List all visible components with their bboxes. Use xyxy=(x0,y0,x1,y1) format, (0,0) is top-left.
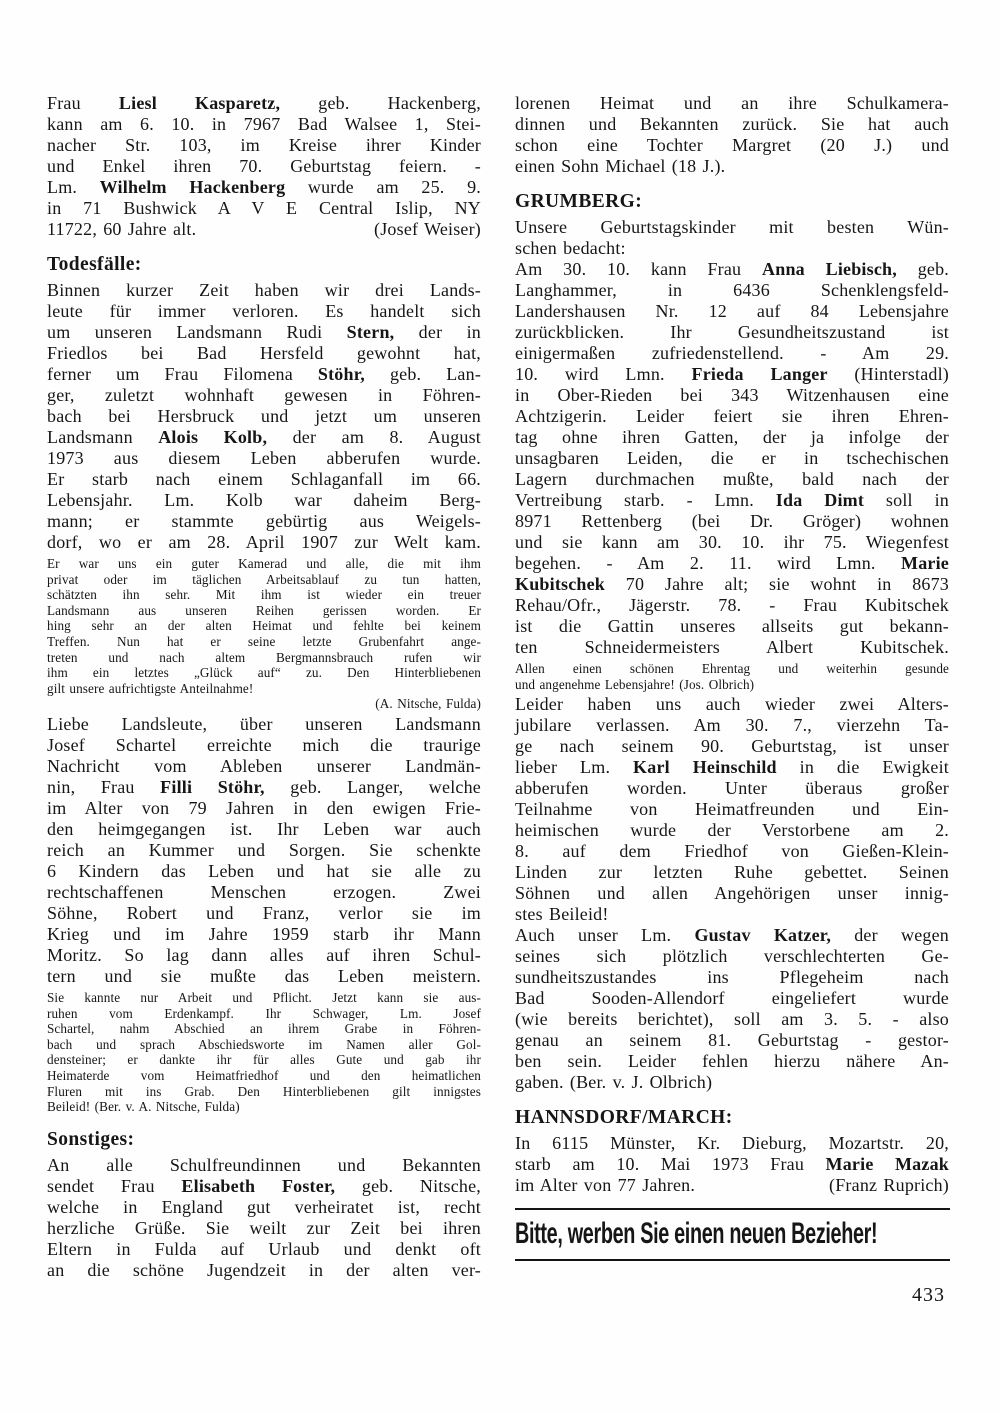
text-line xyxy=(47,364,481,385)
text-run: einigermaßen zufriedenstellend. - Am 29. xyxy=(515,343,949,363)
text-line xyxy=(515,1009,949,1030)
text-run: wurde am 25. 9. xyxy=(285,177,481,197)
text-run: kann am 6. 10. in 7967 Bad Walsee 1, Stei- xyxy=(47,114,481,134)
text-line xyxy=(47,990,481,1006)
text-run: heimischen wurde der Verstorbene am 2. xyxy=(515,820,949,841)
text-line xyxy=(515,301,949,322)
text-run: (Franz Ruprich) xyxy=(829,1175,949,1196)
text-line xyxy=(47,280,481,301)
text-run: Binnen kurzer Zeit haben wir drei Lands- xyxy=(47,280,481,300)
text-run: in Ober-Rieden bei 343 Witzenhausen eine xyxy=(515,385,949,405)
text-run: der am 8. August xyxy=(267,427,481,447)
text-run: gilt unsere aufrichtigste Anteilnahme! xyxy=(47,680,254,696)
text-line xyxy=(515,946,949,967)
text-run: geb. Langer, welche xyxy=(264,776,481,797)
text-run: Lm. xyxy=(47,177,100,197)
text-run: Sie kannte nur Arbeit und Pflicht. Jetzt kann sie aus- xyxy=(47,989,481,1005)
text-run: ger, zuletzt wohnhaft gewesen in Föhren- xyxy=(47,385,481,405)
text-run: bach bei Hersbruck und jetzt um unseren xyxy=(47,406,481,426)
paragraph xyxy=(515,93,949,177)
paragraph xyxy=(47,93,481,240)
text-run: An alle Schulfreundinnen und Bekannten xyxy=(47,1154,481,1175)
text-run: im Alter von 77 Jahren. xyxy=(515,1175,696,1196)
text-line xyxy=(47,1052,481,1068)
text-run: densteiner; er dankte ihr für alles Gute und gab ihr xyxy=(47,1052,481,1068)
split-left xyxy=(47,219,196,240)
text-run: Liebe Landsleute, über unseren Landsmann xyxy=(47,713,481,734)
text-run: nin, Frau xyxy=(47,776,161,797)
text-line xyxy=(515,1030,949,1051)
text-run: Heimaterde vom Heimatfriedhof und den heimatlichen xyxy=(47,1067,481,1083)
paragraph xyxy=(515,217,949,259)
text-line xyxy=(515,574,949,595)
text-run: im Alter von 79 Jahren in den ewigen Frie- xyxy=(47,797,481,818)
text-run: einen Sohn Michael (18 J.). xyxy=(515,156,726,176)
text-line xyxy=(515,677,949,693)
text-run: ist die Gattin unseres allseits gut bekann- xyxy=(515,616,949,636)
text-line xyxy=(515,406,949,427)
text-line xyxy=(515,799,949,820)
paragraph xyxy=(515,694,949,925)
text-line xyxy=(515,511,949,532)
text-run: Er starb nach einem Schlaganfall im 66. xyxy=(47,469,481,489)
text-run: Landsmann aus unseren Reihen gerissen worden. Er xyxy=(47,602,481,618)
bold-name: Elisabeth Foster, xyxy=(181,1175,336,1196)
text-run: und sie kann am 30. 10. ihr 75. Wiegenfest xyxy=(515,532,949,552)
text-run: zurückblicken. Ihr Gesundheitszustand ist xyxy=(515,322,949,342)
text-line xyxy=(515,93,949,114)
text-line xyxy=(47,490,481,511)
text-run: In 6115 Münster, Kr. Dieburg, Mozartstr. 20, xyxy=(515,1133,949,1154)
text-line xyxy=(515,1175,949,1196)
text-line xyxy=(515,841,949,862)
text-line xyxy=(515,553,949,574)
text-line xyxy=(515,595,949,616)
right-column xyxy=(515,93,949,1196)
text-run: (wie bereits berichtet), soll am 3. 5. - also xyxy=(515,1009,949,1030)
text-line xyxy=(47,198,481,219)
text-line xyxy=(515,427,949,448)
bold-name: Gustav Katzer, xyxy=(694,925,832,946)
text-line xyxy=(47,603,481,619)
text-run: Vertreibung starb. - Lmn. xyxy=(515,490,776,510)
text-line xyxy=(47,735,481,756)
paragraph xyxy=(515,925,949,1093)
text-line xyxy=(515,1051,949,1072)
text-line xyxy=(515,490,949,511)
text-run: tern und sie mußte das Leben meistern. xyxy=(47,965,481,986)
bold-name: Stern, xyxy=(346,322,395,342)
text-line xyxy=(515,343,949,364)
text-run: Landsmann xyxy=(47,427,159,447)
text-run: Er war uns ein guter Kamerad und alle, die mit ihm xyxy=(47,556,481,571)
text-run: Fluren mit ins Grab. Den Hinterbliebenen gilt innigstes xyxy=(47,1083,481,1099)
text-line xyxy=(515,661,949,677)
text-run: Frau xyxy=(47,93,119,113)
text-run: geb. Lan- xyxy=(364,364,482,384)
text-run: 1973 aus diesem Leben abberufen wurde. xyxy=(47,448,481,468)
text-line xyxy=(47,696,481,712)
text-run: geb. Hackenberg, xyxy=(280,93,481,113)
text-run: seines sich plötzlich verschlechterten Ge- xyxy=(515,946,949,967)
text-run: schon eine Tochter Margret (20 J.) und xyxy=(515,135,949,155)
text-line xyxy=(47,1155,481,1176)
text-run: ge nach seinem 90. Geburtstag, ist unser xyxy=(515,736,949,757)
text-run: unsagbaren Leiden, die er in tschechischen xyxy=(515,448,949,468)
text-run: Lagern durchmachen mußte, bald nach der xyxy=(515,469,949,489)
text-run: um unseren Landsmann Rudi xyxy=(47,322,347,342)
text-line xyxy=(515,637,949,658)
text-run: geb. Nitsche, xyxy=(335,1175,481,1196)
text-run: herzliche Grüße. Sie weilt zur Zeit bei ihren xyxy=(47,1217,481,1238)
text-line xyxy=(515,967,949,988)
text-line xyxy=(47,1218,481,1239)
text-line xyxy=(47,1176,481,1197)
text-line xyxy=(47,819,481,840)
text-run: begehen. - Am 2. 11. wird Lmn. xyxy=(515,553,902,573)
text-line xyxy=(47,114,481,135)
text-line xyxy=(515,925,949,946)
text-run: schätzten ihn sehr. Mit ihm ist wieder ein treuer xyxy=(47,587,481,603)
text-run: schen bedacht: xyxy=(515,238,626,258)
text-line xyxy=(47,756,481,777)
text-line xyxy=(515,448,949,469)
text-run: Söhne, Robert und Franz, verlor sie im xyxy=(47,902,481,923)
text-line xyxy=(47,469,481,490)
text-line xyxy=(515,1133,949,1154)
text-run: dorf, wo er am 28. April 1907 zur Welt kam. xyxy=(47,532,481,552)
text-run: Unsere Geburtstagskinder mit besten Wün- xyxy=(515,217,949,237)
banner-text: Bitte, werben Sie einen neuen Bezieher! xyxy=(515,1217,878,1250)
bold-name: Alois Kolb, xyxy=(158,427,268,447)
bold-name: Liesl Kasparetz, xyxy=(118,93,281,113)
text-run: reich an Kummer und Sorgen. Sie schenkte xyxy=(47,839,481,860)
text-line xyxy=(47,1197,481,1218)
text-line xyxy=(515,1154,949,1175)
text-run: geb. xyxy=(896,259,949,279)
text-line xyxy=(47,634,481,650)
text-line xyxy=(47,665,481,681)
text-line xyxy=(47,777,481,798)
text-line xyxy=(47,1260,481,1281)
text-run: bach und sprach Abschiedsworte im Namen aller Gol- xyxy=(47,1036,481,1052)
text-run: Teilnahme von Heimatfreunden und Ein- xyxy=(515,799,949,820)
text-line xyxy=(515,778,949,799)
text-line xyxy=(515,532,949,553)
text-run: lorenen Heimat und an ihre Schulkamera- xyxy=(515,93,949,113)
text-run: nacher Str. 103, im Kreise ihrer Kinder xyxy=(47,135,481,155)
text-line xyxy=(515,820,949,841)
text-run: 10. wird Lmn. xyxy=(515,364,692,384)
text-line xyxy=(515,736,949,757)
text-run: 8. auf dem Friedhof von Gießen-Klein- xyxy=(515,841,949,862)
text-run: ten Schneidermeisters Albert Kubitschek. xyxy=(515,637,949,657)
text-run: dinnen und Bekannten zurück. Sie hat auch xyxy=(515,114,949,134)
text-run: in 71 Bushwick A V E Central Islip, NY xyxy=(47,198,481,218)
text-line xyxy=(47,882,481,903)
banner-text-wrap xyxy=(515,1210,950,1259)
text-line xyxy=(515,1072,949,1093)
text-line xyxy=(515,385,949,406)
text-run: jubilare verlassen. Am 30. 7., vierzehn Ta- xyxy=(515,715,949,736)
text-line xyxy=(47,1239,481,1260)
text-line xyxy=(47,1068,481,1084)
text-run: 70 Jahre alt; sie wohnt in 8673 xyxy=(605,574,949,594)
text-run: Friedlos bei Bad Hersfeld gewohnt hat, xyxy=(47,343,481,363)
text-run: genau an seinem 81. Geburtstag - gestor- xyxy=(515,1030,949,1051)
text-run: ben sein. Leider fehlen hierzu nähere An- xyxy=(515,1051,949,1072)
text-run: (A. Nitsche, Fulda) xyxy=(375,696,481,712)
text-line xyxy=(47,1037,481,1053)
banner-rule-bottom xyxy=(515,1259,950,1261)
text-run: Krieg und im Jahre 1959 starb ihr Mann xyxy=(47,923,481,944)
text-run: Treffen. Nun hat er seine letzte Grubenfahrt ange- xyxy=(47,633,481,649)
text-line xyxy=(47,924,481,945)
text-line xyxy=(515,694,949,715)
text-line xyxy=(47,1099,481,1115)
text-run: und angenehme Lebensjahre! (Jos. Olbrich) xyxy=(515,676,755,692)
text-run: Achtzigerin. Leider feiert sie ihren Ehren- xyxy=(515,406,949,426)
text-run: mann; er stammte gebürtig aus Weigels- xyxy=(47,511,481,531)
small-print-paragraph xyxy=(515,661,949,692)
text-line xyxy=(47,681,481,697)
text-line xyxy=(515,904,949,925)
text-line xyxy=(47,177,481,198)
text-line xyxy=(515,862,949,883)
bold-name: Wilhelm Hackenberg xyxy=(99,177,286,197)
left-column xyxy=(47,93,481,1281)
text-run: abberufen worden. Unter überaus großer xyxy=(515,778,949,799)
text-line xyxy=(47,322,481,343)
text-run: lieber Lm. xyxy=(515,757,634,778)
text-run: Landershausen Nr. 12 auf 84 Lebensjahre xyxy=(515,301,949,321)
small-print-paragraph xyxy=(47,990,481,1115)
bold-name: Marie xyxy=(901,553,949,573)
text-line xyxy=(47,945,481,966)
text-line xyxy=(47,448,481,469)
text-run: und Enkel ihren 70. Geburtstag feiern. - xyxy=(47,156,481,176)
text-line xyxy=(515,364,949,385)
text-run: Eltern in Fulda auf Urlaub und denkt oft xyxy=(47,1238,481,1259)
text-line xyxy=(47,572,481,588)
text-line xyxy=(47,301,481,322)
text-line xyxy=(515,280,949,301)
text-line xyxy=(515,114,949,135)
text-line xyxy=(47,556,481,572)
text-run: hing sehr an der alten Heimat und fehlte bei keinem xyxy=(47,618,481,634)
text-line xyxy=(47,385,481,406)
bold-name: Kubitschek xyxy=(515,574,606,594)
text-run: Am 30. 10. kann Frau xyxy=(515,259,763,279)
text-line xyxy=(47,618,481,634)
text-line xyxy=(47,1021,481,1037)
bold-name: Marie Mazak xyxy=(825,1154,949,1175)
text-line xyxy=(515,156,949,177)
section-heading: HANNSDORF/MARCH: xyxy=(515,1107,733,1129)
text-run: (Hinterstadl) xyxy=(827,364,949,384)
text-run: gaben. (Ber. v. J. Olbrich) xyxy=(515,1072,713,1093)
text-run: welche in England gut verheiratet ist, recht xyxy=(47,1196,481,1217)
text-run: privat oder im täglichen Arbeitsablauf zu tun hatten, xyxy=(47,571,481,587)
text-run: tag ohne ihren Gatten, der ja infolge der xyxy=(515,427,949,447)
text-run: Lebensjahr. Lm. Kolb war daheim Berg- xyxy=(47,490,481,510)
text-line xyxy=(47,903,481,924)
text-line xyxy=(47,798,481,819)
text-run: (Josef Weiser) xyxy=(374,219,481,239)
section-heading: Todesfälle: xyxy=(47,254,142,275)
paragraph xyxy=(515,1133,949,1196)
section-heading: GRUMBERG: xyxy=(515,191,643,212)
text-line xyxy=(515,322,949,343)
text-line xyxy=(515,883,949,904)
text-run: Moritz. So lag dann alles auf ihren Schul- xyxy=(47,944,481,965)
text-run: treten und nach altem Bergmannsbrauch rufen wir xyxy=(47,649,481,665)
text-line xyxy=(47,1084,481,1100)
text-run: Josef Schartel erreichte mich die traurige xyxy=(47,734,481,755)
text-line xyxy=(47,343,481,364)
bold-name: Anna Liebisch, xyxy=(762,259,897,279)
split-left xyxy=(515,1175,695,1196)
text-line xyxy=(47,966,481,987)
text-run: sendet Frau xyxy=(47,1175,182,1196)
text-line xyxy=(515,238,949,259)
bold-name: Stöhr, xyxy=(317,364,365,384)
text-run: Auch unser Lm. xyxy=(515,925,695,946)
paragraph xyxy=(47,280,481,553)
bold-name: Karl Heinschild xyxy=(633,757,777,778)
text-line xyxy=(47,511,481,532)
text-line xyxy=(47,532,481,553)
text-run: ferner um Frau Filomena xyxy=(47,364,318,384)
paragraph xyxy=(47,714,481,987)
text-line xyxy=(47,156,481,177)
text-run: Schartel, nahm Abschied an ihrem Grabe in Föhren- xyxy=(47,1021,481,1037)
text-line xyxy=(47,219,481,240)
text-line xyxy=(47,135,481,156)
text-line xyxy=(515,757,949,778)
text-run: der wegen xyxy=(831,925,949,946)
text-line xyxy=(515,469,949,490)
text-line xyxy=(47,1006,481,1022)
text-run: Nachricht vom Ableben unserer Landmän- xyxy=(47,755,481,776)
text-run: soll in xyxy=(864,490,949,510)
text-run: ihm ein letztes „Glück auf“ zu. Den Hinterbliebenen xyxy=(47,665,481,681)
text-run: sundheitszustandes ins Pflegeheim nach xyxy=(515,967,949,988)
text-line xyxy=(515,217,949,238)
section-heading: Sonstiges: xyxy=(47,1128,135,1150)
text-line xyxy=(47,861,481,882)
text-line xyxy=(47,650,481,666)
bold-name: Frieda Langer xyxy=(691,364,828,384)
text-run: an die schöne Jugendzeit in der alten ver- xyxy=(47,1259,481,1280)
text-line xyxy=(47,406,481,427)
small-print-paragraph xyxy=(47,556,481,712)
paragraph xyxy=(47,1155,481,1281)
text-run: der in xyxy=(394,322,481,342)
split-right xyxy=(829,1175,949,1196)
text-run: rechtschaffenen Menschen erzogen. Zwei xyxy=(47,881,481,902)
text-run: Langhammer, in 6436 Schenklengsfeld- xyxy=(515,280,949,300)
text-line xyxy=(515,715,949,736)
text-run: Rehau/Ofr., Jägerstr. 78. - Frau Kubitschek xyxy=(515,595,949,615)
text-line xyxy=(515,135,949,156)
paragraph xyxy=(515,259,949,658)
text-line xyxy=(47,427,481,448)
text-run: Beileid! (Ber. v. A. Nitsche, Fulda) xyxy=(47,1099,240,1115)
subscribe-banner xyxy=(515,1208,950,1261)
text-run: Söhnen und allen Angehörigen unser innig- xyxy=(515,883,949,904)
text-run: ruhen vom Erdenkampf. Ihr Schwager, Lm. Josef xyxy=(47,1005,481,1021)
page-number: 433 xyxy=(912,1284,945,1306)
text-line xyxy=(47,714,481,735)
text-run: Linden zur letzten Ruhe gebettet. Seinen xyxy=(515,862,949,883)
text-run: den heimgegangen ist. Ihr Leben war auch xyxy=(47,818,481,839)
text-run: starb am 10. Mai 1973 Frau xyxy=(515,1154,826,1175)
text-run: stes Beileid! xyxy=(515,904,609,925)
bold-name: Ida Dimt xyxy=(775,490,865,510)
text-line xyxy=(47,840,481,861)
text-run: 11722, 60 Jahre alt. xyxy=(47,219,197,239)
text-run: Leider haben uns auch wieder zwei Alters- xyxy=(515,694,949,715)
text-run: 8971 Rettenberg (bei Dr. Gröger) wohnen xyxy=(515,511,949,531)
text-line xyxy=(47,587,481,603)
text-run: leute für immer verloren. Es handelt sich xyxy=(47,301,481,321)
text-line xyxy=(515,616,949,637)
text-line xyxy=(515,988,949,1009)
split-right xyxy=(374,219,481,240)
text-run: Allen einen schönen Ehrentag und weiterhin gesunde xyxy=(515,661,949,676)
text-line xyxy=(515,259,949,280)
text-run: in die Ewigkeit xyxy=(776,757,949,778)
text-line xyxy=(47,93,481,114)
text-run: 6 Kindern das Leben und hat sie alle zu xyxy=(47,860,481,881)
text-run: Bad Sooden-Allendorf eingeliefert wurde xyxy=(515,988,949,1009)
bold-name: Filli Stöhr, xyxy=(160,776,265,797)
